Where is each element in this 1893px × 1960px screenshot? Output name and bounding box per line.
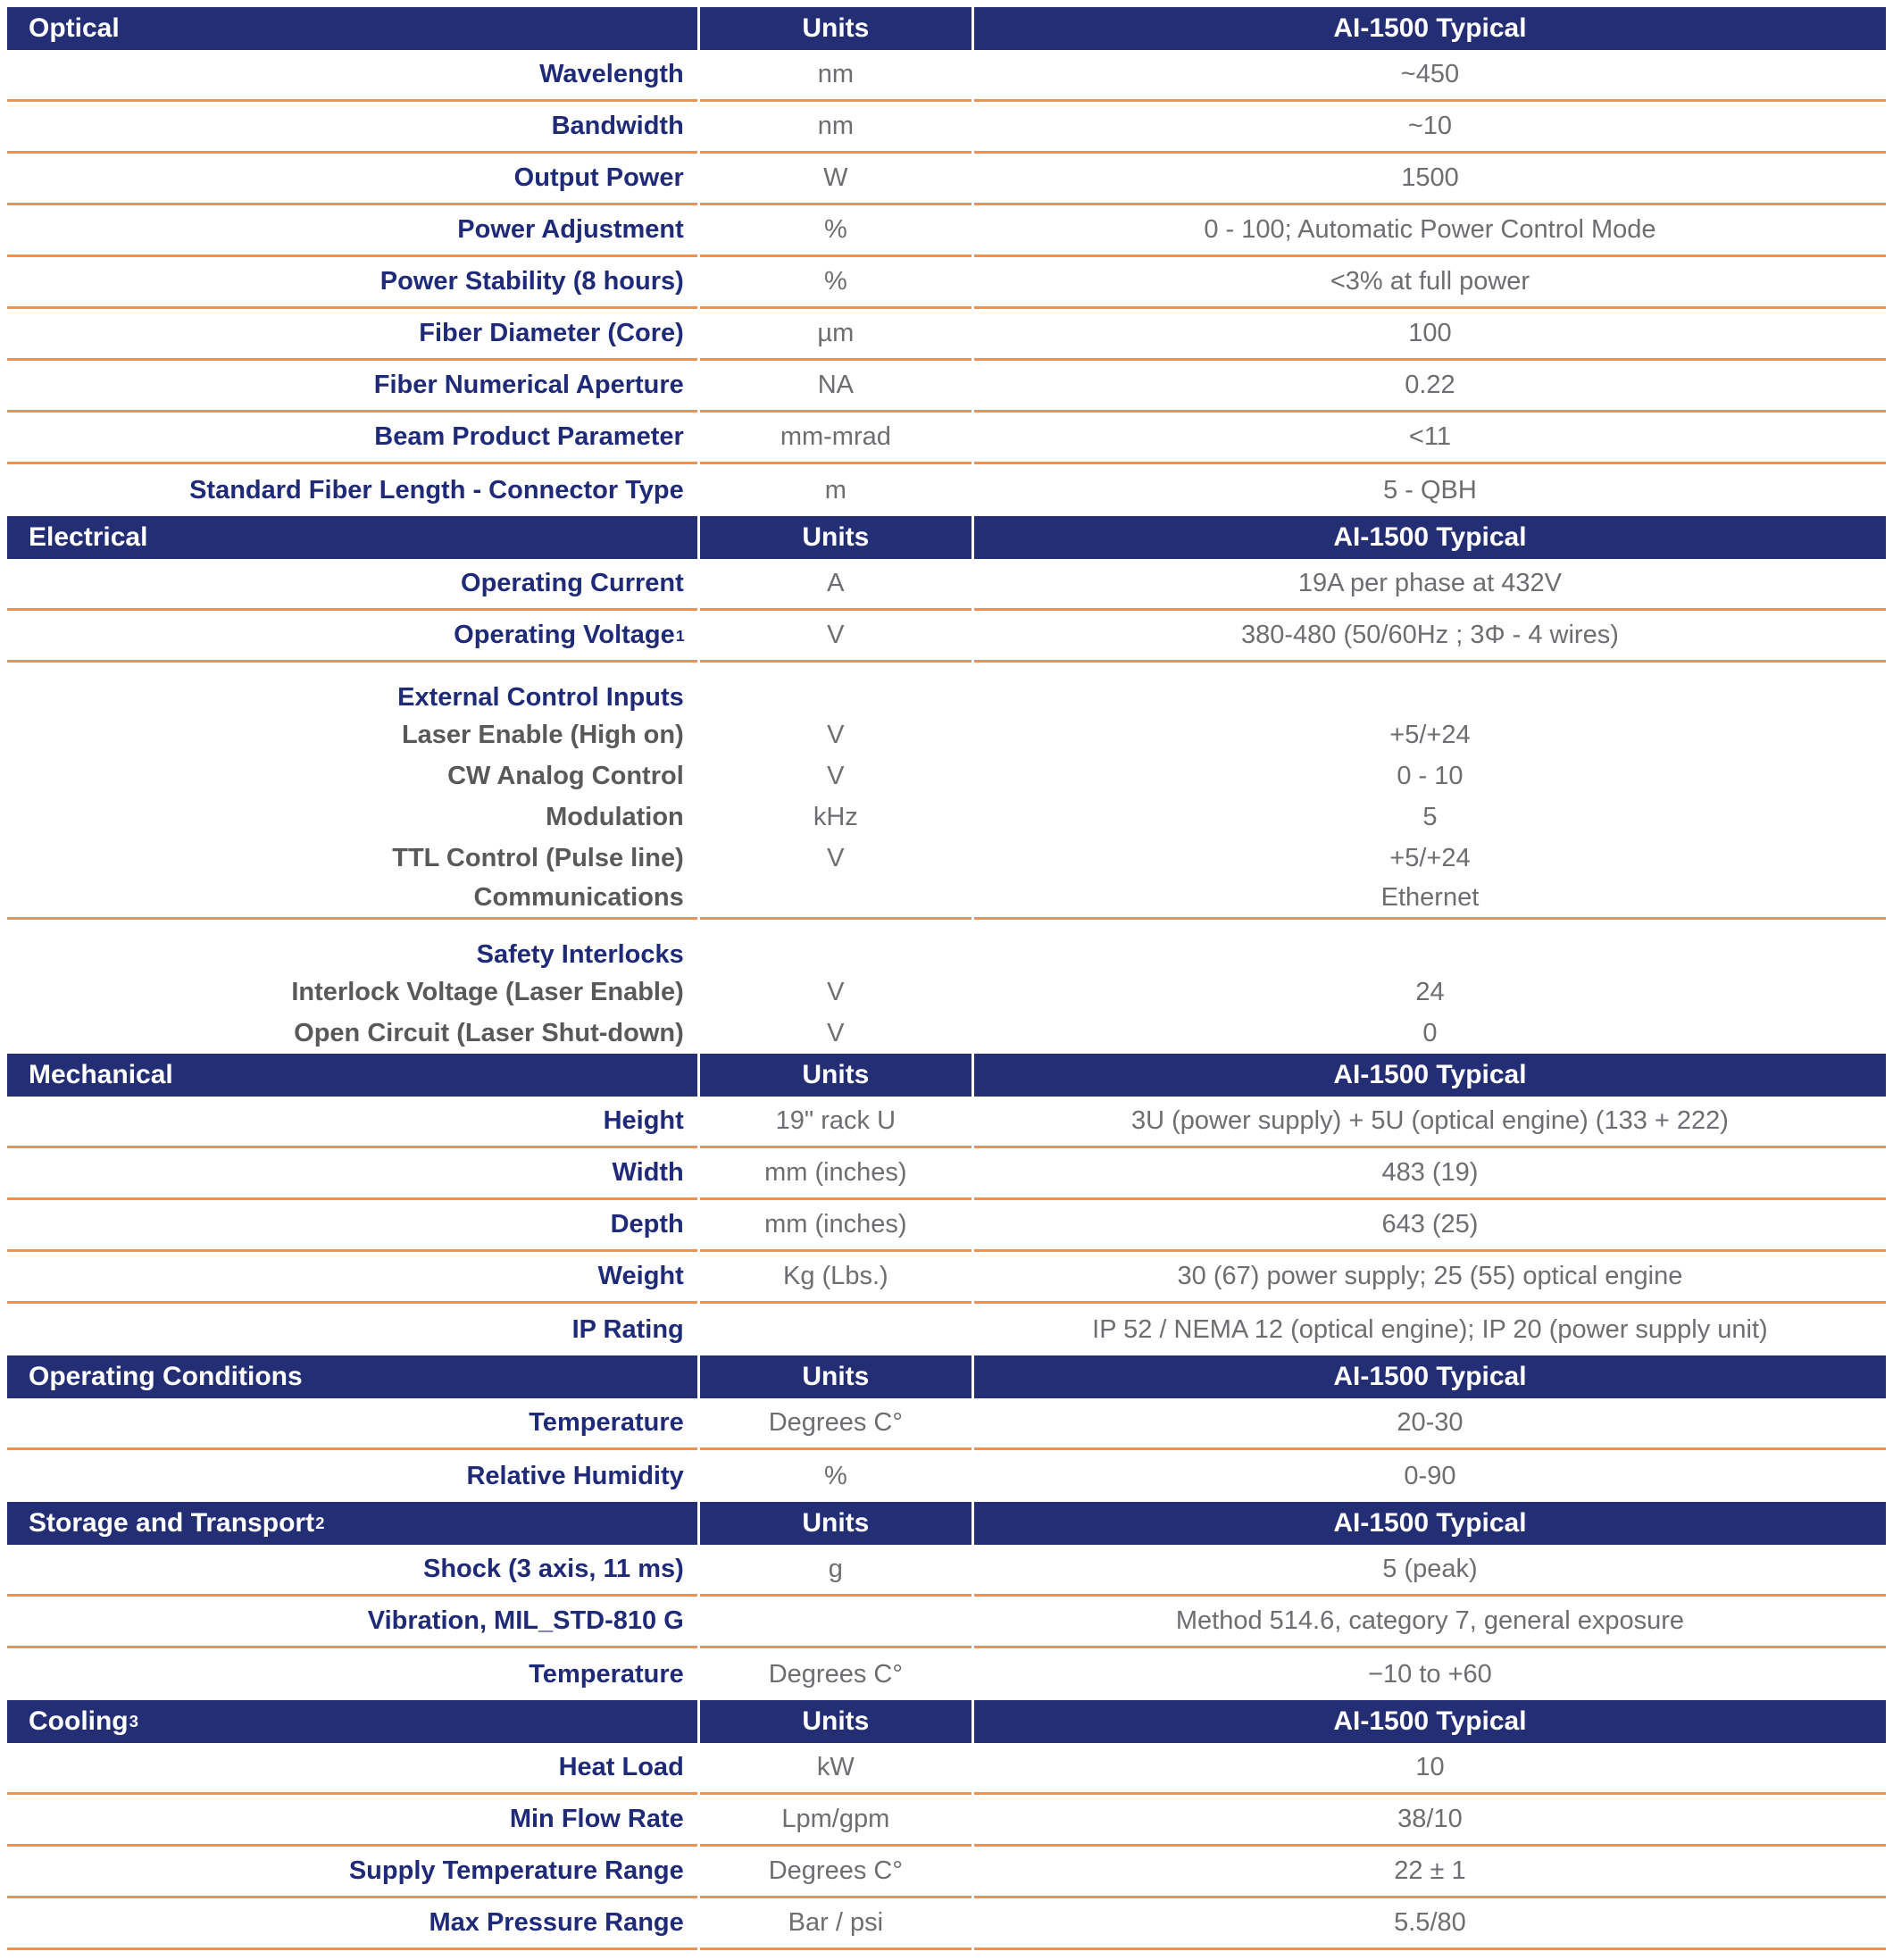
section-header-electrical bbox=[7, 516, 1886, 559]
row-units: V bbox=[700, 611, 972, 663]
spec-row-fiber-diameter-core bbox=[7, 309, 1886, 361]
row-units: m bbox=[824, 475, 846, 505]
units-column-header: Units bbox=[700, 7, 972, 50]
spec-row-operating-voltage bbox=[7, 611, 1886, 663]
spec-row-depth bbox=[7, 1200, 1886, 1252]
group-title-row-external-control-inputs bbox=[7, 663, 1886, 714]
row-label: Heat Load bbox=[7, 1743, 697, 1795]
row-label: TTL Control (Pulse line) bbox=[392, 843, 684, 872]
spec-row-modulation bbox=[7, 797, 1886, 838]
row-units: % bbox=[700, 257, 972, 309]
row-value: −10 to +60 bbox=[1368, 1659, 1492, 1689]
section-header-operating-conditions bbox=[7, 1355, 1886, 1398]
row-label: Shock (3 axis, 11 ms) bbox=[7, 1545, 697, 1597]
row-units: Degrees C° bbox=[768, 1659, 903, 1689]
row-value: 1500 bbox=[974, 154, 1886, 205]
row-label: Height bbox=[7, 1097, 697, 1148]
row-units: kW bbox=[700, 1743, 972, 1795]
row-value: ~10 bbox=[974, 102, 1886, 154]
section-title: Cooling 3 bbox=[7, 1700, 697, 1743]
row-value: ~450 bbox=[974, 50, 1886, 102]
row-units: W bbox=[700, 154, 972, 205]
row-value: Ethernet bbox=[974, 879, 1886, 920]
row-units: V bbox=[827, 977, 845, 1006]
spec-row-shock-3-axis-11-ms bbox=[7, 1545, 1886, 1597]
section-title: Operating Conditions bbox=[7, 1355, 697, 1398]
group-title-row-safety-interlocks bbox=[7, 920, 1886, 972]
row-units: kHz bbox=[813, 802, 858, 831]
row-value: 24 bbox=[1415, 977, 1445, 1006]
spec-row-wavelength bbox=[7, 50, 1886, 102]
value-column-header: AI-1500 Typical bbox=[974, 516, 1886, 559]
section-header-optical bbox=[7, 7, 1886, 50]
row-value: 0.22 bbox=[974, 361, 1886, 413]
spec-row-ip-rating bbox=[7, 1304, 1886, 1355]
spec-row-relative-humidity bbox=[7, 1450, 1886, 1502]
spec-row-min-flow-rate bbox=[7, 1795, 1886, 1847]
row-value: Method 514.6, category 7, general exposure bbox=[974, 1597, 1886, 1648]
spec-row-standard-fiber-length-connector-type bbox=[7, 464, 1886, 516]
row-label: External Control Inputs bbox=[397, 683, 684, 712]
row-units: Bar / psi bbox=[700, 1898, 972, 1950]
row-label: Fiber Diameter (Core) bbox=[7, 309, 697, 361]
units-column-header: Units bbox=[700, 516, 972, 559]
section-header-cooling bbox=[7, 1700, 1886, 1743]
row-units: Lpm/gpm bbox=[700, 1795, 972, 1847]
row-value: <3% at full power bbox=[974, 257, 1886, 309]
row-label: Vibration, MIL_STD-810 G bbox=[7, 1597, 697, 1648]
row-value: 10 bbox=[974, 1743, 1886, 1795]
spec-row-width bbox=[7, 1148, 1886, 1200]
spec-row-power-stability-8-hours bbox=[7, 257, 1886, 309]
row-value: 0-90 bbox=[1404, 1461, 1456, 1490]
spec-row-beam-product-parameter bbox=[7, 413, 1886, 464]
row-units: g bbox=[700, 1545, 972, 1597]
row-label: Relative Humidity bbox=[466, 1461, 684, 1490]
row-label: Max Pressure Range bbox=[7, 1898, 697, 1950]
spec-row-height bbox=[7, 1097, 1886, 1148]
row-value: 38/10 bbox=[974, 1795, 1886, 1847]
row-value: 483 (19) bbox=[974, 1148, 1886, 1200]
row-label: Laser Enable (High on) bbox=[401, 720, 684, 749]
row-units: V bbox=[827, 843, 845, 872]
row-value: 100 bbox=[974, 309, 1886, 361]
section-title: Storage and Transport 2 bbox=[7, 1502, 697, 1545]
row-value: 5 - QBH bbox=[1383, 475, 1477, 505]
spec-row-cw-analog-control bbox=[7, 755, 1886, 797]
row-value: 5 (peak) bbox=[974, 1545, 1886, 1597]
spec-row-open-circuit-laser-shut-down bbox=[7, 1013, 1886, 1054]
section-title: Mechanical bbox=[7, 1054, 697, 1097]
row-label: Temperature bbox=[7, 1398, 697, 1450]
row-label: Open Circuit (Laser Shut-down) bbox=[294, 1018, 684, 1047]
row-units: V bbox=[827, 720, 845, 749]
row-units: mm (inches) bbox=[700, 1200, 972, 1252]
spec-row-temperature bbox=[7, 1398, 1886, 1450]
spec-row-operating-current bbox=[7, 559, 1886, 611]
spec-row-supply-temperature-range bbox=[7, 1847, 1886, 1898]
section-title: Electrical bbox=[7, 516, 697, 559]
row-value: 19A per phase at 432V bbox=[974, 559, 1886, 611]
row-value: 20-30 bbox=[974, 1398, 1886, 1450]
row-units: % bbox=[823, 1461, 847, 1490]
row-label: Width bbox=[7, 1148, 697, 1200]
value-column-header: AI-1500 Typical bbox=[974, 7, 1886, 50]
spec-row-ttl-control-pulse-line bbox=[7, 838, 1886, 879]
row-label: Depth bbox=[7, 1200, 697, 1252]
row-value: 5 bbox=[1422, 802, 1438, 831]
row-value: 3U (power supply) + 5U (optical engine) (133 + 222) bbox=[974, 1097, 1886, 1148]
section-header-mechanical bbox=[7, 1054, 1886, 1097]
row-label: IP Rating bbox=[571, 1314, 684, 1344]
spec-row-heat-load bbox=[7, 1743, 1886, 1795]
row-value: 5.5/80 bbox=[974, 1898, 1886, 1950]
spec-row-max-pressure-range bbox=[7, 1898, 1886, 1950]
row-value: +5/+24 bbox=[1389, 720, 1471, 749]
value-column-header: AI-1500 Typical bbox=[974, 1355, 1886, 1398]
spec-row-laser-enable-high-on bbox=[7, 714, 1886, 755]
row-units bbox=[700, 879, 972, 920]
row-label: Output Power bbox=[7, 154, 697, 205]
row-units: Degrees C° bbox=[700, 1847, 972, 1898]
row-value: IP 52 / NEMA 12 (optical engine); IP 20 (power supply unit) bbox=[1092, 1314, 1768, 1344]
row-units: V bbox=[827, 761, 845, 790]
spec-row-power-adjustment bbox=[7, 205, 1886, 257]
spec-row-bandwidth bbox=[7, 102, 1886, 154]
row-units: % bbox=[700, 205, 972, 257]
value-column-header: AI-1500 Typical bbox=[974, 1700, 1886, 1743]
units-column-header: Units bbox=[700, 1054, 972, 1097]
row-label: Operating Voltage 1 bbox=[7, 611, 697, 663]
row-label: Wavelength bbox=[7, 50, 697, 102]
row-value: <11 bbox=[974, 413, 1886, 464]
row-label: CW Analog Control bbox=[447, 761, 684, 790]
value-column-header: AI-1500 Typical bbox=[974, 1502, 1886, 1545]
row-value: +5/+24 bbox=[1389, 843, 1471, 872]
spec-row-interlock-voltage-laser-enable bbox=[7, 972, 1886, 1013]
row-value: 30 (67) power supply; 25 (55) optical engine bbox=[974, 1252, 1886, 1304]
row-label: Weight bbox=[7, 1252, 697, 1304]
row-label: Safety Interlocks bbox=[476, 940, 684, 969]
row-value: 380-480 (50/60Hz ; 3Φ - 4 wires) bbox=[974, 611, 1886, 663]
row-label: Beam Product Parameter bbox=[7, 413, 697, 464]
row-units bbox=[700, 1597, 972, 1648]
units-column-header: Units bbox=[700, 1355, 972, 1398]
row-label: Power Stability (8 hours) bbox=[7, 257, 697, 309]
row-units: 19" rack U bbox=[700, 1097, 972, 1148]
row-units: A bbox=[700, 559, 972, 611]
row-label: Interlock Voltage (Laser Enable) bbox=[291, 977, 684, 1006]
units-column-header: Units bbox=[700, 1502, 972, 1545]
row-units: mm-mrad bbox=[700, 413, 972, 464]
spec-row-weight bbox=[7, 1252, 1886, 1304]
units-column-header: Units bbox=[700, 1700, 972, 1743]
row-label: Communications bbox=[7, 879, 697, 920]
row-units: NA bbox=[700, 361, 972, 413]
value-column-header: AI-1500 Typical bbox=[974, 1054, 1886, 1097]
row-label: Supply Temperature Range bbox=[7, 1847, 697, 1898]
row-value: 0 - 100; Automatic Power Control Mode bbox=[974, 205, 1886, 257]
row-units: nm bbox=[700, 50, 972, 102]
row-label: Min Flow Rate bbox=[7, 1795, 697, 1847]
row-units: Degrees C° bbox=[700, 1398, 972, 1450]
section-title: Optical bbox=[7, 7, 697, 50]
row-value: 643 (25) bbox=[974, 1200, 1886, 1252]
row-label: Power Adjustment bbox=[7, 205, 697, 257]
spec-row-vibration-mil-std-810-g bbox=[7, 1597, 1886, 1648]
row-value: 0 - 10 bbox=[1397, 761, 1464, 790]
row-units: µm bbox=[700, 309, 972, 361]
row-value: 22 ± 1 bbox=[974, 1847, 1886, 1898]
spec-row-temperature bbox=[7, 1648, 1886, 1700]
row-label: Standard Fiber Length - Connector Type bbox=[189, 475, 684, 505]
spec-row-fiber-numerical-aperture bbox=[7, 361, 1886, 413]
row-label: Temperature bbox=[529, 1659, 684, 1689]
spec-row-communications bbox=[7, 879, 1886, 920]
row-units: Kg (Lbs.) bbox=[700, 1252, 972, 1304]
row-label: Bandwidth bbox=[7, 102, 697, 154]
section-header-storage-and-transport bbox=[7, 1502, 1886, 1545]
row-units bbox=[700, 1304, 972, 1355]
row-label: Modulation bbox=[546, 802, 684, 831]
row-units: nm bbox=[700, 102, 972, 154]
row-units: mm (inches) bbox=[700, 1148, 972, 1200]
row-units: V bbox=[827, 1018, 845, 1047]
spec-row-output-power bbox=[7, 154, 1886, 205]
row-value: 0 bbox=[1422, 1018, 1438, 1047]
row-label: Fiber Numerical Aperture bbox=[7, 361, 697, 413]
row-label: Operating Current bbox=[7, 559, 697, 611]
